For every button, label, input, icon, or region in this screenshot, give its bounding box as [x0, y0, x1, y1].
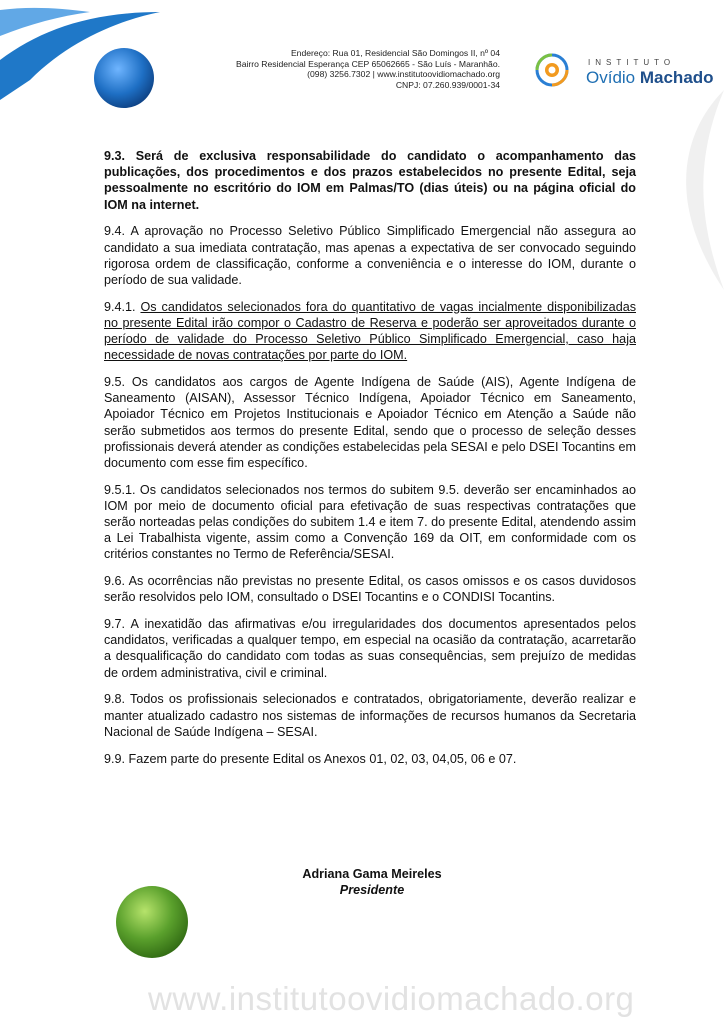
paragraph-9-4-1-number: 9.4.1. [104, 299, 141, 314]
paragraph-9-4-1-text: Os candidatos selecionados fora do quantitativo de vagas incialmente disponibilizadas no presente Edital irão compor o Cadastro de Reserva e poderão ser aproveitados durante o período de validade do Processo Seletivo Público Simplificado Emergencial, caso haja necessidade de novas contratações por parte do IOM. [104, 299, 636, 363]
footer-website: www.institutoovidiomachado.org [148, 980, 635, 1017]
paragraph-9-4: 9.4. A aprovação no Processo Seletivo Público Simplificado Emergencial não assegura ao candidato a sua imediata contratação, mas apenas a expectativa de ser convocado seguindo rigorosa ordem de classificação, conforme a conveniência e o interesse do IOM, durante o período de sua validade. [104, 224, 636, 287]
green-ball-decoration [114, 874, 194, 964]
header-address [200, 48, 500, 90]
logo-name [586, 68, 714, 88]
logo-name-bold: Machado [639, 68, 714, 87]
paragraph-9-6: 9.6. As ocorrências não previstas no presente Edital, os casos omissos e os casos duvidosos serão resolvidos pelo IOM, consultado o DSEI Tocantins e o CONDISI Tocantins. [104, 574, 636, 605]
address-line: Endereço: Rua 01, Residencial São Domingos II, nº 04 [290, 48, 500, 58]
signature-block [212, 866, 532, 898]
signatory-role: Presidente [339, 883, 405, 897]
paragraph-9-7: 9.7. A inexatidão das afirmativas e/ou irregularidades dos documentos apresentados pelos candidatos, verificadas a qualquer tempo, em especial na ocasião da contratação, acarretarão a desqualificação do candidato com todas as suas consequências, sem prejuízo de medidas de ordem administrativa, civil e criminal. [104, 617, 636, 680]
paragraph-9-8: 9.8. Todos os profissionais selecionados e contratados, obrigatoriamente, deverão realizar e manter atualizado cadastro nos sistemas de informações de recursos humanos da Secretaria Nacional de Saúde Indígena – SESAI. [104, 692, 636, 739]
paragraph-9-4-1 [104, 299, 636, 364]
paragraph-9-3: 9.3. Será de exclusiva responsabilidade do candidato o acompanhamento das publicações, dos procedimentos e dos prazos estabelecidos no presente Edital, seja pessoalmente no escritório do IOM em Palmas/TO (dias úteis) ou na página oficial do IOM na internet. [104, 149, 636, 212]
paragraph-9-9: 9.9. Fazem parte do presente Edital os Anexos 01, 02, 03, 04,05, 06 e 07. [104, 751, 517, 766]
paragraph-9-5-1: 9.5.1. Os candidatos selecionados nos termos do subitem 9.5. deverão ser encaminhados ao IOM por meio de documento oficial para efetivação de suas respectivas contratações que serão norteadas pelas condições do subitem 1.4 e item 7. do presente Edital, atendendo assim a Lei Trabalhista vigente, assim como a Convenção 169 da OIT, em conformidade com os critérios constantes no Termo de Referência/SESAI. [104, 482, 636, 562]
institute-logo [528, 50, 718, 90]
document-body [104, 148, 636, 777]
address-line: Bairro Residencial Esperança CEP 65062665 - São Luís - Maranhão. [235, 58, 500, 69]
address-line: (098) 3256.7302 | www.institutoovidiomachado.org [307, 69, 500, 80]
blue-swoosh-decoration [0, 0, 200, 140]
circular-swirl-logo-icon [528, 50, 578, 90]
address-line: CNPJ: 07.260.939/0001-34 [395, 79, 500, 90]
paragraph-9-5: 9.5. Os candidatos aos cargos de Agente Indígena de Saúde (AIS), Agente Indígena de Saneamento (AISAN), Assessor Técnico Indígena, Apoiador Técnico em Saneamento, Apoiador Técnico em Projetos Institucionais e Apoiador Técnico em Atenção a Saúde não serão submetidos aos termos do presente Edital, sendo que o processo de seleção desses profissionais deverá atender as condições estabelecidas pela SESAI e pelo DSEI Tocantins em documento com esse fim específico. [104, 374, 636, 470]
logo-top-text: INSTITUTO [588, 58, 676, 67]
signatory-name: Adriana Gama Meireles [302, 867, 442, 881]
logo-name-regular: Ovídio [586, 68, 640, 87]
